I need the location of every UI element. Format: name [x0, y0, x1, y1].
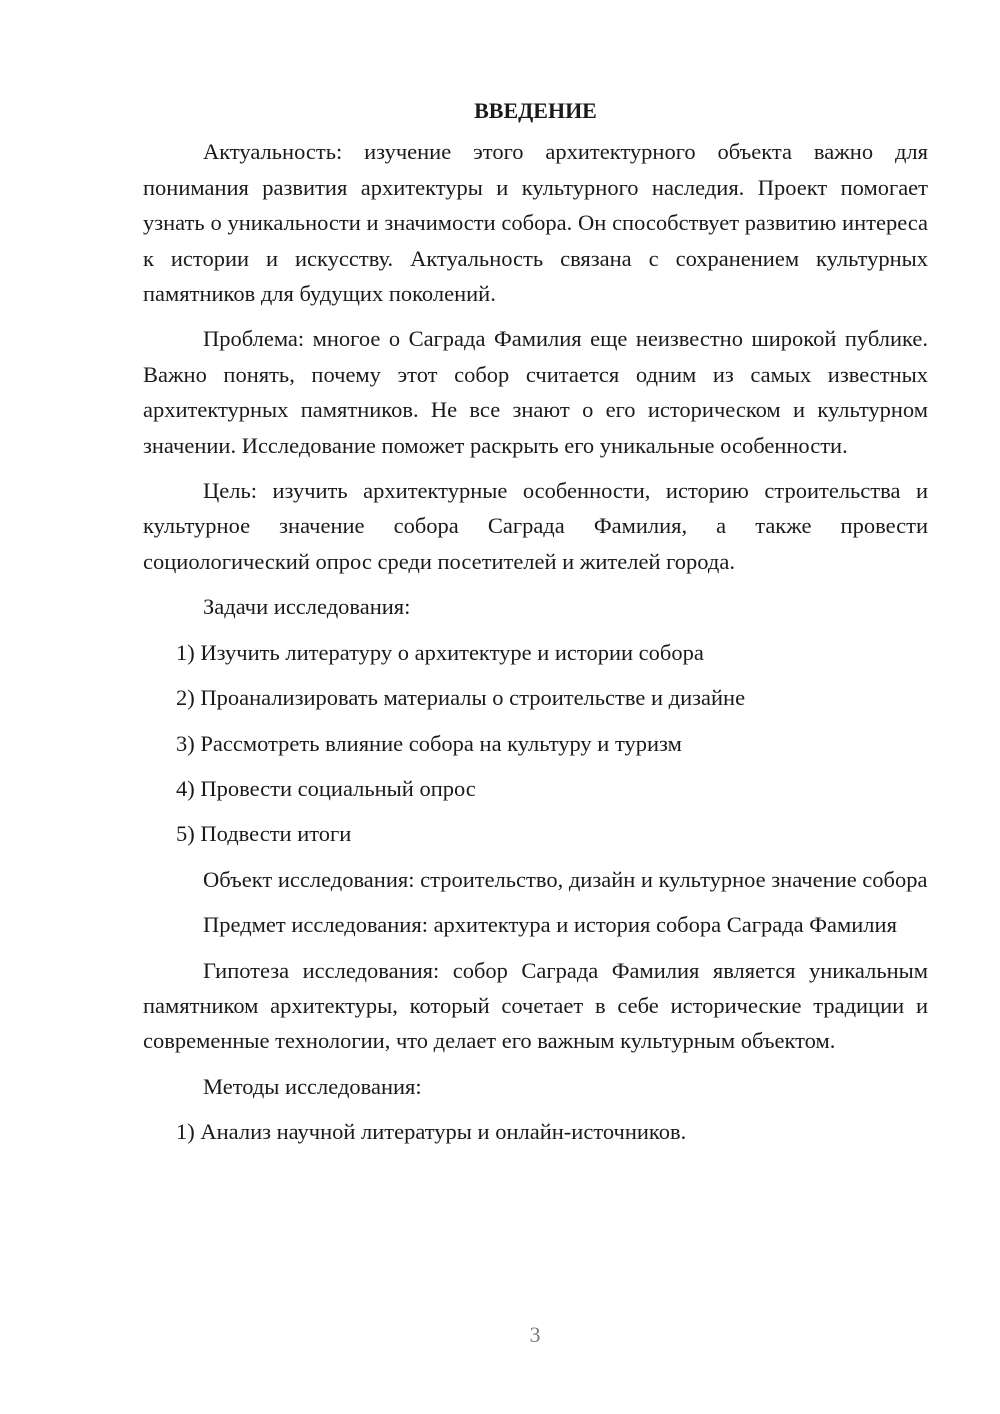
list-item: 5) Подвести итоги: [176, 821, 352, 847]
list-item: 3) Рассмотреть влияние собора на культуру и туризм: [176, 730, 682, 756]
hypothesis-paragraph: Гипотеза исследования: собор Саграда Фамилия является уникальным памятником архитектуры, который сочетает в себе исторические традиции и современные технологии, что делает его важным культурным объектом.: [143, 957, 928, 1054]
page-number: 3: [529, 1322, 541, 1347]
list-item: 2) Проанализировать материалы о строительстве и дизайне: [176, 685, 746, 711]
list-item: 1) Анализ научной литературы и онлайн-источников.: [176, 1119, 687, 1145]
methods-list: [143, 1114, 928, 1149]
tasks-label: Задачи исследования:: [203, 594, 411, 620]
list-item: 4) Провести социальный опрос: [176, 775, 476, 801]
methods-label: Методы исследования:: [203, 1073, 422, 1099]
object-paragraph: Объект исследования: строительство, дизайн и культурное значение собора: [203, 866, 928, 892]
subject-paragraph: Предмет исследования: архитектура и история собора Саграда Фамилия: [203, 912, 897, 938]
section-heading: ВВЕДЕНИЕ: [474, 98, 597, 123]
goal-paragraph: Цель: изучить архитектурные особенности, историю строительства и культурное значение собора Саграда Фамилия, а также провести социологический опрос среди посетителей и жителей города.: [143, 478, 928, 574]
relevance-paragraph: Актуальность: изучение этого архитектурного объекта важно для понимания развития архитектуры и культурного наследия. Проект помогает узнать о уникальности и значимости собора. Он способствует развитию интереса к истории и искусству. Актуальность связана с сохранением культурных памятников для будущих поколений.: [143, 139, 928, 307]
problem-paragraph: Проблема: многое о Саграда Фамилия еще неизвестно широкой публике. Важно понять, почему этот собор считается одним из самых известных архитектурных памятников. Не все знают о его историческом и культурном значении. Исследование поможет раскрыть его уникальные особенности.: [143, 326, 928, 458]
tasks-list: [143, 635, 928, 852]
document-page: [143, 93, 928, 1160]
list-item: 1) Изучить литературу о архитектуре и истории собора: [176, 639, 704, 665]
